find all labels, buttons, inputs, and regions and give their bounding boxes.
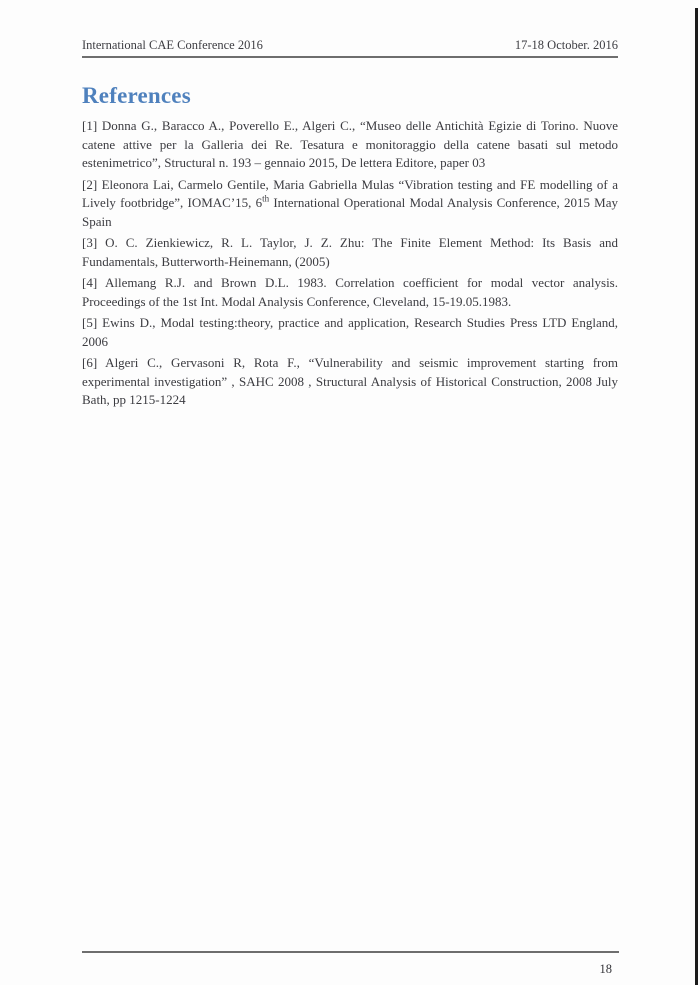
header-date: 17-18 October. 2016 [514,38,618,52]
reference-item: [2] Eleonora Lai, Carmelo Gentile, Maria Gabriella Mulas “Vibration testing and FE modelling of a Lively footbridge”, IOMAC’15, 6th International Operational Modal Analysis Conference, 2015 May Spain [82,176,618,229]
section-title: References [82,83,191,108]
reference-item: [1] Donna G., Baracco A., Poverello E., Algeri C., “Museo delle Antichità Egizie di Torino. Nuove catene attive per la Galleria dei Re. Tesatura e monitoraggio della catene basati sul metodo estenimetrico”, Structural n. 193 – gennaio 2015, De lettera Editore, paper 03 [82,118,618,170]
footer-rule [82,951,619,953]
reference-item: [4] Allemang R.J. and Brown D.L. 1983. Correlation coefficient for modal vector analysis. Proceedings of the 1st Int. Modal Analysis Conference, Cleveland, 15-19.05.1983. [82,275,618,309]
reference-item: [6] Algeri C., Gervasoni R, Rota F., “Vulnerability and seismic improvement starting from experimental investigation” , SAHC 2008 , Structural Analysis of Historical Construction, 2008 July Bath, pp 1215-1224 [82,355,618,407]
page-number: 18 [599,962,612,976]
reference-item: [5] Ewins D., Modal testing:theory, practice and application, Research Studies Press LTD England, 2006 [82,315,618,349]
scan-edge-line [695,8,698,985]
page-body [82,84,618,413]
header-conference-title: International CAE Conference 2016 [82,38,263,52]
reference-item: [3] O. C. Zienkiewicz, R. L. Taylor, J. Z. Zhu: The Finite Element Method: Its Basis and Fundamentals, Butterworth-Heinemann, (2005) [82,235,618,269]
page-header [82,38,618,58]
references-list [82,117,618,410]
